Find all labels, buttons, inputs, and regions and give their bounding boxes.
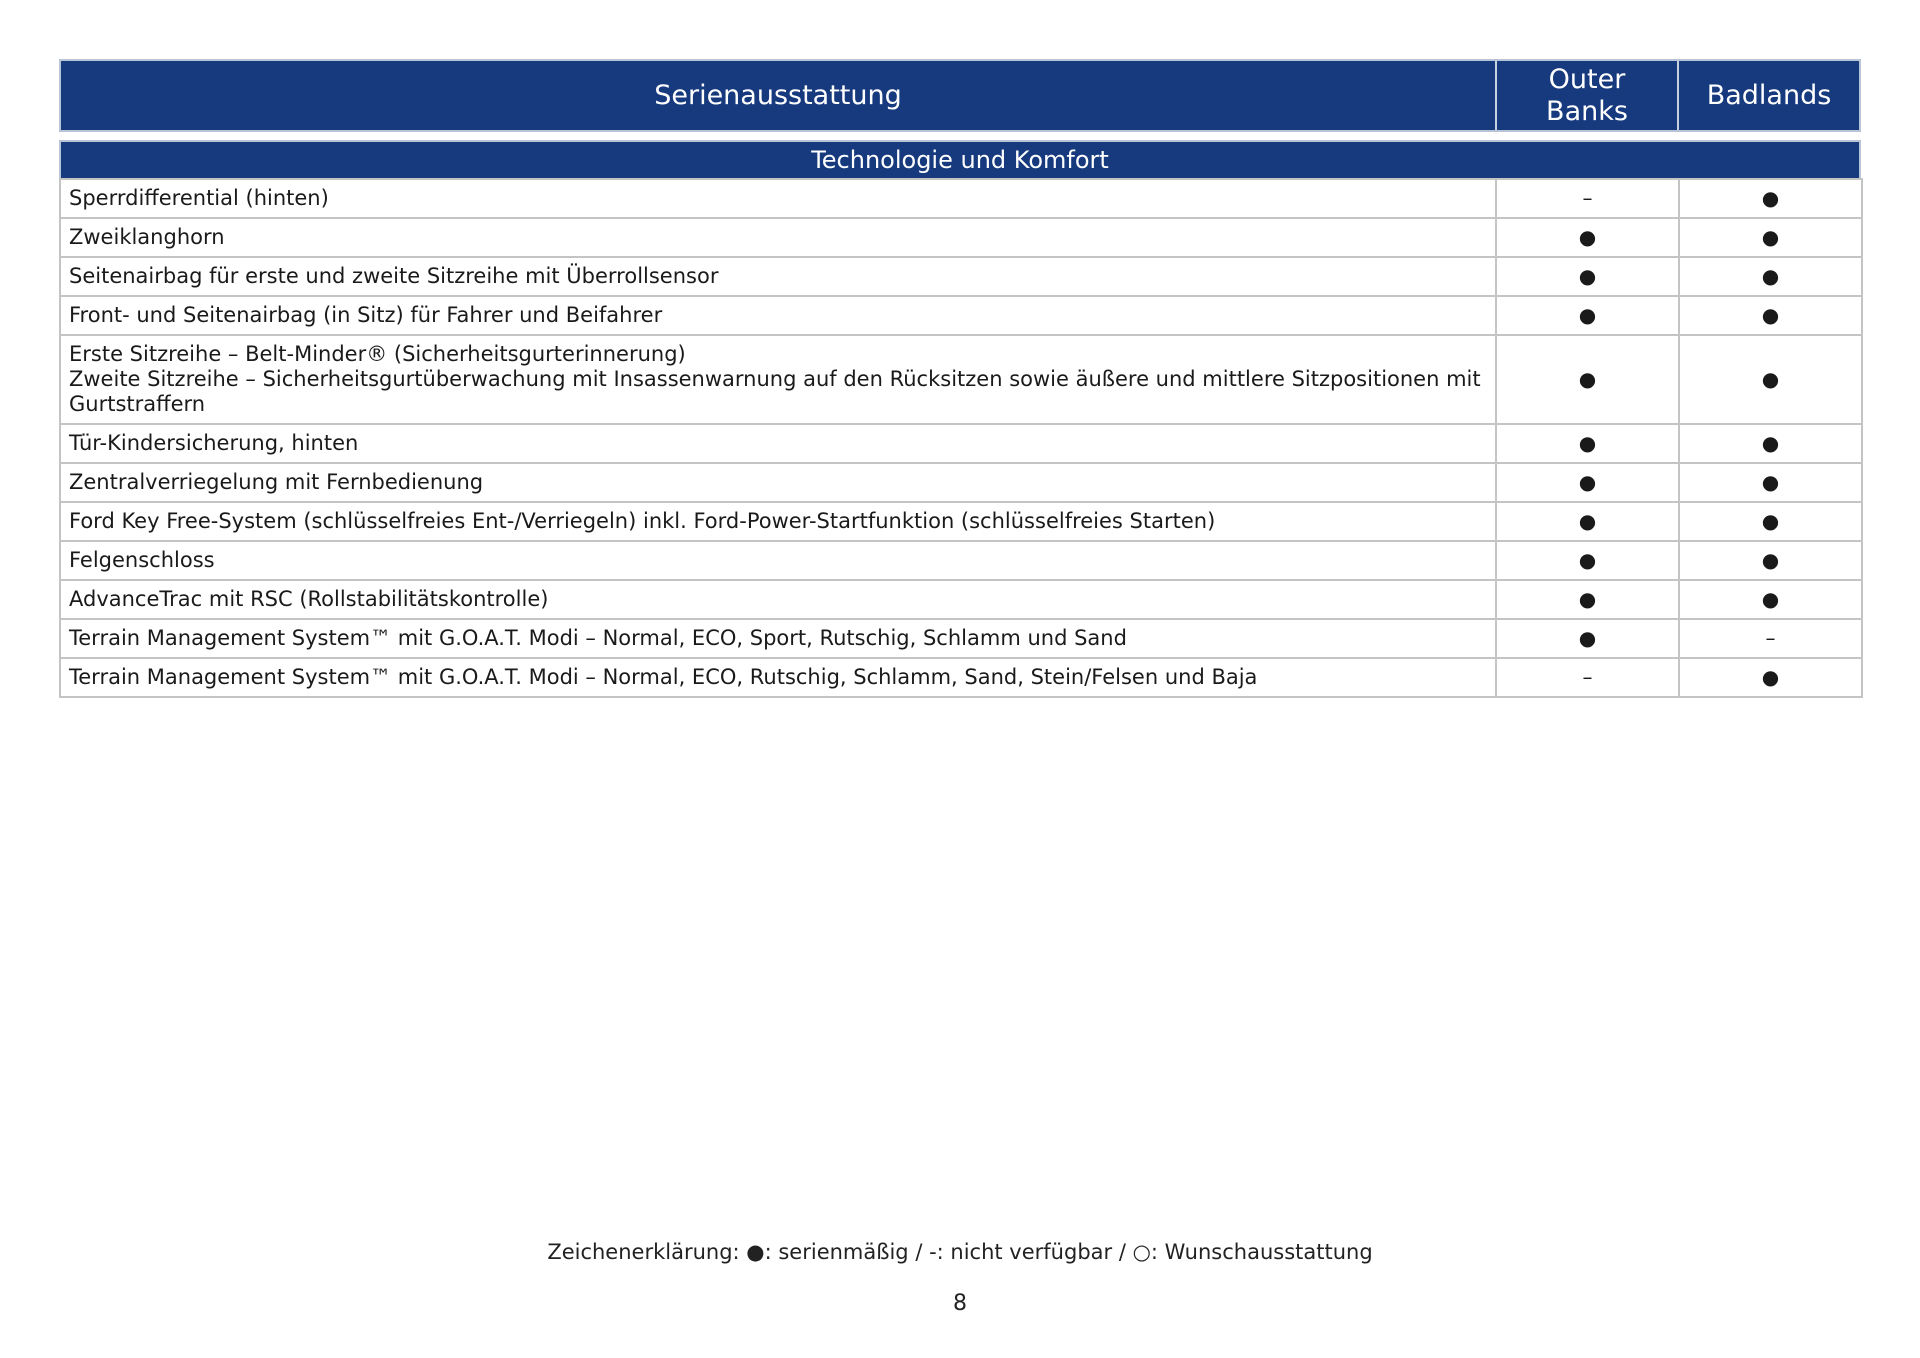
- outer-banks-value: ●: [1496, 502, 1679, 541]
- table-row: [60, 580, 1862, 619]
- feature-text: AdvanceTrac mit RSC (Rollstabilitätskontrolle): [69, 587, 549, 611]
- badlands-value: ●: [1679, 658, 1862, 697]
- feature-cell: [60, 179, 1496, 218]
- table-row: [60, 296, 1862, 335]
- feature-table: [59, 178, 1863, 698]
- feature-cell: [60, 257, 1496, 296]
- badlands-value: ●: [1679, 179, 1862, 218]
- feature-cell: [60, 580, 1496, 619]
- feature-text: Terrain Management System™ mit G.O.A.T. Modi – Normal, ECO, Rutschig, Schlamm, Sand, Stein/Felsen und Baja: [69, 665, 1258, 689]
- table-row: [60, 179, 1862, 218]
- outer-banks-value: –: [1496, 658, 1679, 697]
- table-row: [60, 257, 1862, 296]
- table-row: [60, 335, 1862, 424]
- feature-text: Zweite Sitzreihe – Sicherheitsgurtüberwachung mit Insassenwarnung auf den Rücksitzen sowie äußere und mittlere Sitzpositionen mit: [69, 367, 1481, 391]
- table-header: [59, 59, 1861, 132]
- outer-banks-value: ●: [1496, 424, 1679, 463]
- badlands-value: ●: [1679, 541, 1862, 580]
- outer-banks-value: ●: [1496, 541, 1679, 580]
- feature-cell: [60, 218, 1496, 257]
- feature-cell: [60, 424, 1496, 463]
- feature-cell: [60, 463, 1496, 502]
- feature-text: Zweiklanghorn: [69, 225, 225, 249]
- feature-text: Terrain Management System™ mit G.O.A.T. Modi – Normal, ECO, Sport, Rutschig, Schlamm und Sand: [69, 626, 1127, 650]
- table-row: [60, 541, 1862, 580]
- table-row: [60, 463, 1862, 502]
- outer-banks-value: ●: [1496, 580, 1679, 619]
- section-title: Technologie und Komfort: [59, 140, 1861, 178]
- header-outer-banks: Outer Banks: [1497, 61, 1679, 130]
- feature-text: Erste Sitzreihe – Belt-Minder® (Sicherheitsgurterinnerung): [69, 342, 686, 366]
- table-row: [60, 658, 1862, 697]
- feature-cell: [60, 619, 1496, 658]
- badlands-value: ●: [1679, 296, 1862, 335]
- feature-cell: [60, 658, 1496, 697]
- outer-banks-value: ●: [1496, 218, 1679, 257]
- feature-text: Zentralverriegelung mit Fernbedienung: [69, 470, 484, 494]
- badlands-value: ●: [1679, 218, 1862, 257]
- table-row: [60, 424, 1862, 463]
- feature-text: Gurtstraffern: [69, 392, 206, 416]
- feature-text: Front- und Seitenairbag (in Sitz) für Fahrer und Beifahrer: [69, 303, 663, 327]
- equipment-table: [59, 59, 1861, 698]
- badlands-value: ●: [1679, 335, 1862, 424]
- feature-cell: [60, 541, 1496, 580]
- outer-banks-value: ●: [1496, 257, 1679, 296]
- outer-banks-value: ●: [1496, 619, 1679, 658]
- feature-text: Sperrdifferential (hinten): [69, 186, 329, 210]
- feature-text: Ford Key Free-System (schlüsselfreies Ent-/Verriegeln) inkl. Ford-Power-Startfunktion (schlüsselfreies Starten): [69, 509, 1216, 533]
- badlands-value: ●: [1679, 502, 1862, 541]
- feature-text: Felgenschloss: [69, 548, 215, 572]
- table-row: [60, 218, 1862, 257]
- feature-cell: [60, 335, 1496, 424]
- badlands-value: ●: [1679, 424, 1862, 463]
- outer-banks-value: –: [1496, 179, 1679, 218]
- outer-banks-value: ●: [1496, 335, 1679, 424]
- outer-banks-value: ●: [1496, 463, 1679, 502]
- badlands-value: –: [1679, 619, 1862, 658]
- feature-text: Tür-Kindersicherung, hinten: [69, 431, 359, 455]
- legend: Zeichenerklärung: ●: serienmäßig / -: nicht verfügbar / ○: Wunschausstattung: [547, 1240, 1373, 1264]
- outer-banks-value: ●: [1496, 296, 1679, 335]
- header-badlands: Badlands: [1706, 79, 1832, 111]
- badlands-value: ●: [1679, 463, 1862, 502]
- badlands-value: ●: [1679, 580, 1862, 619]
- header-feature-column: Serienausstattung: [61, 61, 1497, 130]
- page-number: 8: [953, 1291, 967, 1316]
- feature-cell: [60, 502, 1496, 541]
- feature-text: Seitenairbag für erste und zweite Sitzreihe mit Überrollsensor: [69, 264, 719, 288]
- badlands-value: ●: [1679, 257, 1862, 296]
- table-row: [60, 502, 1862, 541]
- feature-cell: [60, 296, 1496, 335]
- table-row: [60, 619, 1862, 658]
